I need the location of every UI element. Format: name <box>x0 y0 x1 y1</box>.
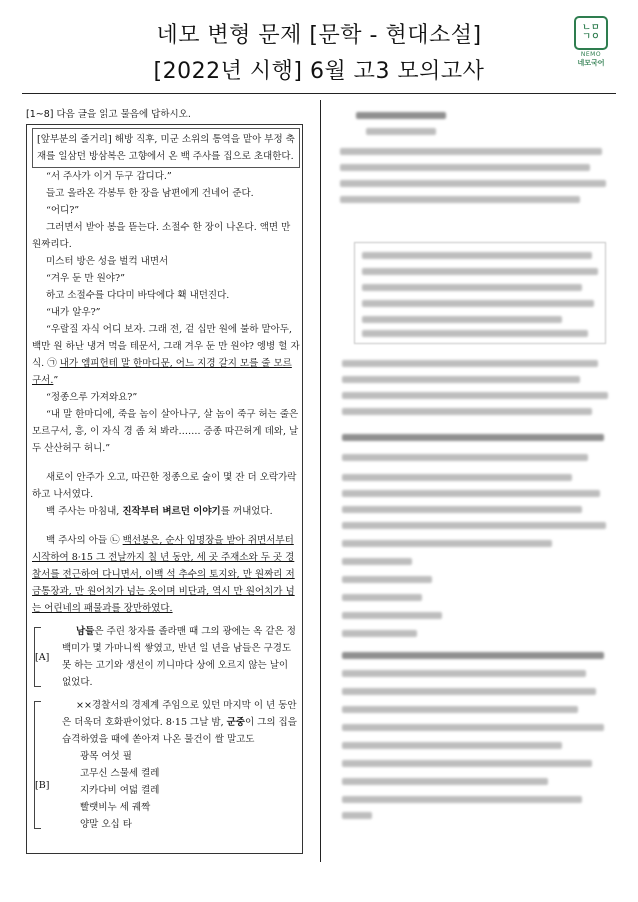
question-instruction: [1~8] 다음 글을 읽고 물음에 답하시오. <box>26 109 191 120</box>
bracket-b-label: [B] <box>35 777 49 794</box>
passage-line: “내가 알우?” <box>46 307 101 318</box>
bracket-a-label: [A] <box>35 649 49 666</box>
passage-line: “어디?” <box>46 205 80 216</box>
logo-text-en: NEMO <box>580 51 602 58</box>
column-divider <box>320 100 321 862</box>
passage-preface: [앞부분의 줄거리] 해방 직후, 미군 소위의 통역을 맡아 부정 축재를 일삼던 방삼복은 고향에서 온 백 주사를 집으로 초대한다. <box>32 128 300 168</box>
paragraph-story: 백 주사는 마침내, 진작부터 벼르던 이야기를 꺼내었다. <box>46 506 273 517</box>
underlined-phrase-b: 백선봉은, 순사 임명장을 받아 쥐면서부터 시작하여 8·15 그 전날까지 칠 년 동안, 세 곳 주재소와 두 곳 경찰서를 전근하여 다니면서, 이백 석 추수의 토지와, 만 원짜리 저금통장과, 만 원어치가 넘는 옷이며 비단과, 역시 만 원어치가 넘는 어린네의 패물과를 장만하였다. <box>32 535 295 614</box>
long-speech-close: ” <box>53 375 59 386</box>
bold-phrase-story: 진작부터 벼르던 이야기 <box>122 506 221 517</box>
long-speech <box>32 321 300 389</box>
bracket-a <box>32 623 300 691</box>
blurred-questions-column <box>336 104 614 824</box>
passage-line: 들고 올라온 각봉투 한 장을 남편에게 건네어 준다. <box>46 188 254 199</box>
passage-line: 미스터 방은 성을 벌컥 내면서 <box>46 256 169 267</box>
list-item: 지카다비 여덟 켤레 <box>80 785 160 796</box>
list-item: 고무신 스물세 켤레 <box>80 768 160 779</box>
list-item: 빨랫비누 세 궤짝 <box>80 802 151 813</box>
paragraph-wine: 새로이 안주가 오고, 따끈한 정종으로 술이 몇 잔 더 오락가락하고 나서였다. <box>32 472 297 500</box>
long-speech-text: “우랄질 자식 어디 보자. 그래 전, 겉 십만 원에 불하 맡아두, 백만 원 하난 냉겨 먹을 테문서, 그래 겨우 둔 만 원야? 엥병 헐 자식. ㉠ <box>32 324 300 369</box>
passage-line: “겨우 둔 만 원야?” <box>46 273 125 284</box>
page-title-line2: [2022년 시행] 6월 고3 모의고사 <box>153 59 485 84</box>
passage-line: “정종으루 가져와요?” <box>46 392 138 403</box>
nemo-logo <box>572 16 610 68</box>
logo-text-kr: 네모국어 <box>577 59 605 67</box>
passage-line: “서 주사가 이거 두구 갑디다.” <box>46 171 172 182</box>
list-item: 양말 오십 타 <box>80 819 132 830</box>
bracket-a-text: 남들은 주린 창자를 졸라맨 때 그의 광에는 옥 같은 정백미가 몇 가마니씩 쌓였고, 반년 일 년을 남들은 구경도 못 하는 고기와 생선이 끼니마다 상에 오르지 않는 날이 없었다. <box>62 626 296 688</box>
paragraph-son: 백 주사의 아들 ㉡ 백선봉은, 순사 임명장을 받아 쥐면서부터 시작하여 8·15 그 전날까지 칠 년 동안, 세 곳 주재소와 두 곳 경찰서를 전근하여 다니면서, 이백 석 추수의 토지와, 만 원짜리 저금통장과, 만 원어치가 넘는 옷이며 비단과, 역시 만 원어치가 넘는 어린네의 패물과를 장만하였다. <box>32 535 295 614</box>
bracket-b-text: ××경찰서의 경제계 주임으로 있던 마지막 이 년 동안은 더욱더 호화판이었다. 8·15 그날 밤, 군중이 그의 집을 습격하였을 때에 쏟아져 나온 물건이 쌀 말고도 <box>62 700 297 745</box>
underlined-phrase-a: 내가 엠피헌테 말 한마디문, 어느 지경 갈지 모를 줄 모르구서. <box>32 358 292 386</box>
passage-body <box>32 128 300 839</box>
passage-line: 그러면서 받아 봉을 뜯는다. 소절수 한 장이 나온다. 액면 만 원짜리다. <box>32 222 291 250</box>
nemo-logo-mark-icon: ㄴㅁ ㄱㅇ <box>574 16 608 50</box>
header-divider <box>22 93 616 94</box>
bracket-b <box>32 697 300 833</box>
passage-line: “내 말 한마디에, 죽을 놈이 살아나구, 살 놈이 죽구 허는 줄은 모르구서, 흥, 이 자식 경 좀 쳐 봐라……. 증종 따끈허게 데와, 날두 산산허구 허니.” <box>32 409 299 454</box>
page-title-line1: 네모 변형 문제 [문학 - 현대소설] <box>156 23 482 48</box>
passage-line: 하고 소절수를 다다미 바닥에다 홱 내던진다. <box>46 290 230 301</box>
list-item: 광목 여섯 필 <box>80 751 132 762</box>
